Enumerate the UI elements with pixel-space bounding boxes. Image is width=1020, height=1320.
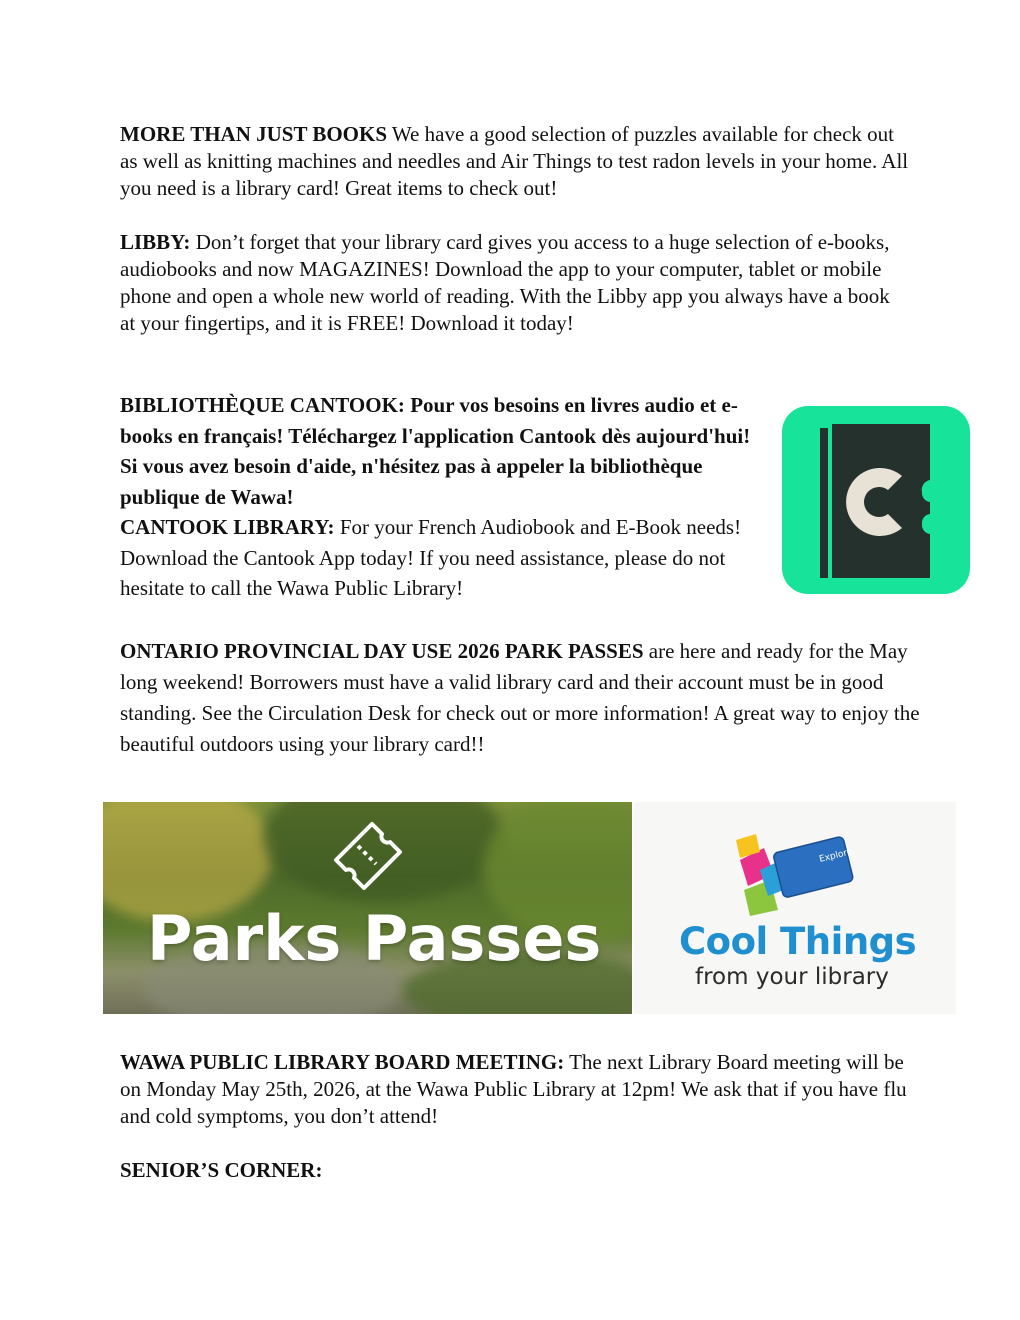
seniors-corner-heading: SENIOR’S CORNER: <box>120 1158 323 1182</box>
cantook-fr-heading: BIBLIOTHÈQUE CANTOOK: <box>120 393 405 417</box>
cantook-en-heading: CANTOOK LIBRARY: <box>120 515 335 539</box>
ticket-icon <box>328 816 408 892</box>
seniors-corner-paragraph <box>120 1157 920 1184</box>
cantook-app-logo <box>782 406 970 594</box>
board-meeting-heading: WAWA PUBLIC LIBRARY BOARD MEETING: <box>120 1050 565 1074</box>
cantook-book-icon <box>782 406 970 594</box>
parks-passes-banner <box>103 802 632 1014</box>
parks-passes-title: Parks Passes <box>147 902 602 975</box>
libby-paragraph <box>120 229 910 337</box>
libby-body: Don’t forget that your library card gives you access to a huge selection of e-books, audiobooks and now MAGAZINES! Download the app to your computer, tablet or mobile phone and open a whole new world of reading. With the Libby app you always have a book at your fingertips, and it is FREE! Download it today! <box>120 230 890 335</box>
libby-heading: LIBBY: <box>120 230 191 254</box>
board-meeting-paragraph <box>120 1049 920 1130</box>
library-card-icon <box>734 830 854 918</box>
cantook-fr-body: Pour vos besoins en livres audio et e-books en français! Téléchargez l'application Cantook dès aujourd'hui! Si vous avez besoin d'aide, n'hésitez pas à appeler la bibliothèque publique de Wawa! <box>120 393 751 509</box>
cantook-en-body: For your French Audiobook and E-Book needs! Download the Cantook App today! If you need assistance, please do not hesitate to call the Wawa Public Library! <box>120 515 742 600</box>
park-passes-heading: ONTARIO PROVINCIAL DAY USE 2026 PARK PASSES <box>120 639 644 663</box>
more-than-books-paragraph <box>120 121 910 202</box>
board-meeting-body: The next Library Board meeting will be on Monday May 25th, 2026, at the Wawa Public Library at 12pm! We ask that if you have flu and cold symptoms, you don’t attend! <box>120 1050 907 1128</box>
more-than-books-body: We have a good selection of puzzles available for check out as well as knitting machines and needles and Air Things to test radon levels in your home. All you need is a library card! Great items to check out! <box>120 122 909 200</box>
more-than-books-heading: MORE THAN JUST BOOKS <box>120 122 388 146</box>
park-passes-body: are here and ready for the May long weekend! Borrowers must have a valid library card and their account must be in good standing. See the Circulation Desk for check out or more information! A great way to enjoy the beautiful outdoors using your library card!! <box>120 639 920 756</box>
park-passes-paragraph <box>120 636 920 760</box>
cool-things-subtitle: from your library <box>695 964 889 990</box>
card-text: Explore <box>818 847 854 865</box>
cool-things-banner <box>634 802 956 1014</box>
cool-things-title: Cool Things <box>679 920 917 963</box>
cantook-paragraph <box>120 390 770 604</box>
